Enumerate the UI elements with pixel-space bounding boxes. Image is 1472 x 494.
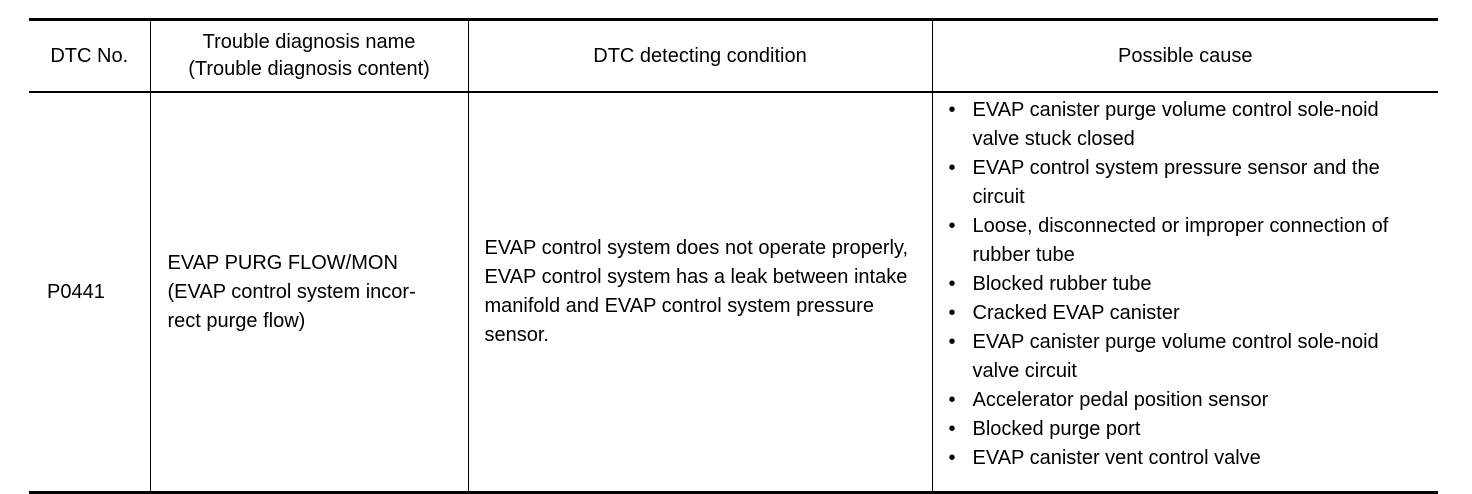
bullet-icon: • [948, 157, 956, 179]
bullet-icon: • [948, 215, 956, 237]
bullet-icon: • [948, 273, 956, 295]
cell-detecting-condition: EVAP control system does not operate properly, EVAP control system has a leak between intake manifold and EVAP control system pressure sensor. [468, 92, 932, 493]
bullet-icon: • [948, 99, 956, 121]
cause-text: Blocked rubber tube [972, 273, 1152, 295]
cause-list-item [947, 328, 1431, 386]
header-name-line1: Trouble diagnosis name [202, 31, 416, 53]
header-possible-cause: Possible cause [932, 20, 1438, 93]
cause-list-item [947, 154, 1431, 212]
bullet-icon: • [948, 447, 956, 469]
cause-list-item [947, 96, 1431, 154]
cause-text: EVAP control system pressure sensor and the circuit [972, 157, 1380, 208]
cause-list-item [947, 415, 1431, 444]
header-row [29, 20, 1438, 93]
name-line1: EVAP PURG FLOW/MON [167, 251, 398, 274]
cause-list-item [947, 299, 1431, 328]
cause-list-item [947, 212, 1431, 270]
cause-list-item [947, 386, 1431, 415]
cell-possible-cause [932, 92, 1438, 493]
cause-list-item [947, 444, 1431, 473]
cause-text: EVAP canister vent control valve [972, 447, 1261, 469]
bullet-icon: • [948, 418, 956, 440]
cause-text: Cracked EVAP canister [972, 302, 1180, 324]
header-trouble-diagnosis-name [150, 20, 468, 93]
name-line3: rect purge flow) [167, 309, 306, 332]
cell-dtc-no: P0441 [29, 92, 150, 493]
header-name-line2: (Trouble diagnosis content) [188, 58, 430, 80]
possible-cause-list [947, 96, 1431, 473]
cell-trouble-diagnosis-name [150, 92, 468, 493]
dtc-table-header [29, 20, 1438, 93]
header-dtc-no: DTC No. [29, 20, 150, 93]
cause-text: Loose, disconnected or improper connection of rubber tube [972, 215, 1389, 266]
name-line2: (EVAP control system incor- [167, 280, 416, 303]
cause-list-item [947, 270, 1431, 299]
cause-text: EVAP canister purge volume control sole-noid valve circuit [972, 331, 1379, 382]
bullet-icon: • [948, 389, 956, 411]
cause-text: Blocked purge port [972, 418, 1141, 440]
dtc-table [29, 18, 1438, 494]
dtc-table-body [29, 92, 1438, 493]
table-row [29, 92, 1438, 493]
cause-text: Accelerator pedal position sensor [972, 389, 1269, 411]
cause-text: EVAP canister purge volume control sole-noid valve stuck closed [972, 99, 1379, 150]
header-detecting-condition: DTC detecting condition [468, 20, 932, 93]
bullet-icon: • [948, 331, 956, 353]
bullet-icon: • [948, 302, 956, 324]
